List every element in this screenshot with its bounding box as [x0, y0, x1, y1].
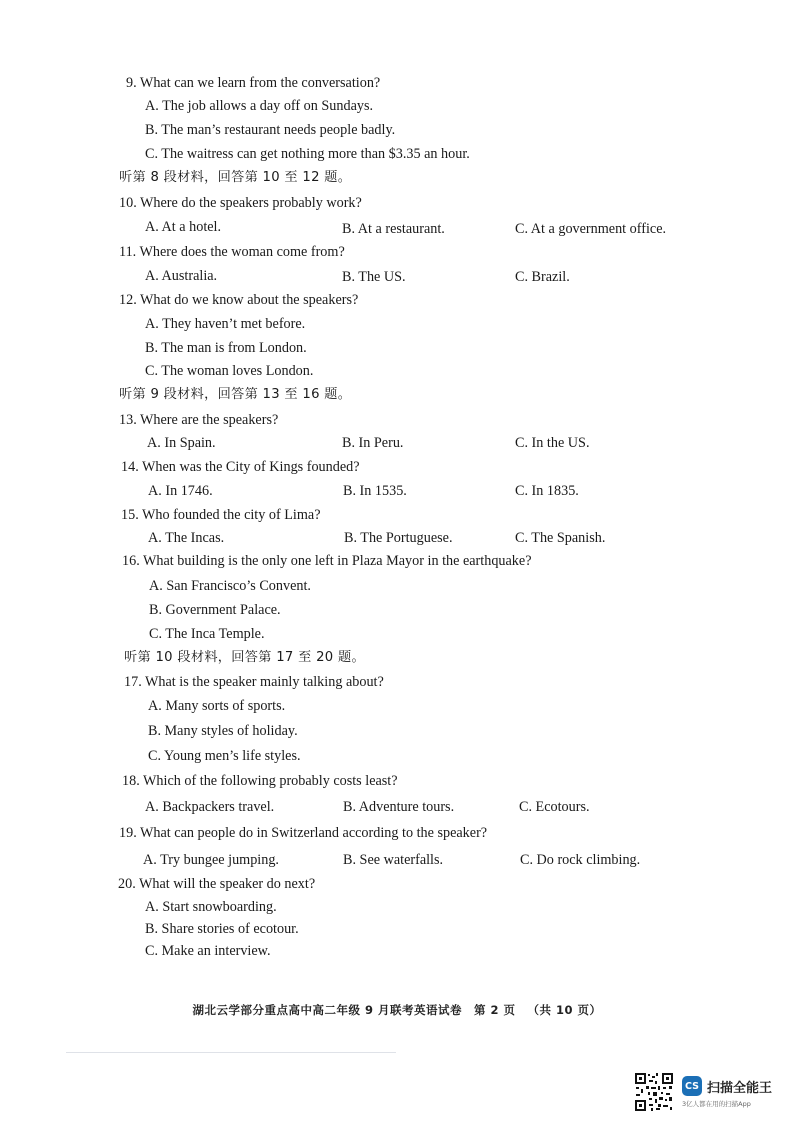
question-15: 15. Who founded the city of Lima? — [121, 507, 321, 523]
option-14a: A. In 1746. — [148, 483, 213, 499]
option-11a: A. Australia. — [145, 268, 218, 284]
question-14: 14. When was the City of Kings founded? — [121, 459, 360, 475]
option-9b: B. The man’s restaurant needs people badly. — [145, 122, 396, 138]
option-15a: A. The Incas. — [148, 530, 225, 546]
footer-page-number: 第 2 页 — [473, 1003, 516, 1017]
section-10-instruction: 听第 10 段材料，回答第 17 至 20 题。 — [124, 650, 365, 665]
option-17c: C. Young men’s life styles. — [148, 748, 301, 764]
option-16a: A. San Francisco’s Convent. — [149, 578, 311, 594]
option-9c: C. The waitress can get nothing more than $3.35 an hour. — [145, 146, 470, 162]
watermark-subtitle: 3亿人都在用的扫描App — [682, 1100, 751, 1108]
section-9-instruction: 听第 9 段材料，回答第 13 至 16 题。 — [119, 387, 352, 402]
option-13c: C. In the US. — [515, 435, 590, 451]
option-16c: C. The Inca Temple. — [149, 626, 265, 642]
question-11: 11. Where does the woman come from? — [119, 244, 345, 260]
option-12c: C. The woman loves London. — [145, 363, 314, 379]
scanner-watermark — [634, 1072, 784, 1112]
option-19b: B. See waterfalls. — [343, 852, 444, 868]
footer-exam-title: 湖北云学部分重点高中高二年级 9 月联考英语试卷 — [192, 1003, 462, 1017]
option-10a: A. At a hotel. — [145, 219, 222, 235]
page-footer — [0, 1002, 794, 1018]
option-14c: C. In 1835. — [515, 483, 579, 499]
option-18c: C. Ecotours. — [519, 799, 590, 815]
footer-total-pages: （共 10 页） — [527, 1003, 602, 1017]
option-19a: A. Try bungee jumping. — [143, 852, 279, 868]
question-19: 19. What can people do in Switzerland according to the speaker? — [119, 825, 488, 841]
question-12: 12. What do we know about the speakers? — [119, 292, 359, 308]
option-10b: B. At a restaurant. — [342, 221, 445, 237]
option-12a: A. They haven’t met before. — [145, 316, 306, 332]
option-14b: B. In 1535. — [343, 483, 407, 499]
option-19c: C. Do rock climbing. — [520, 852, 641, 868]
option-11c: C. Brazil. — [515, 269, 570, 285]
option-11b: B. The US. — [342, 269, 406, 285]
option-12b: B. The man is from London. — [145, 340, 307, 356]
watermark-title: 扫描全能王 — [707, 1081, 773, 1096]
option-20b: B. Share stories of ecotour. — [145, 921, 299, 937]
question-13: 13. Where are the speakers? — [119, 412, 279, 428]
option-15c: C. The Spanish. — [515, 530, 606, 546]
option-13b: B. In Peru. — [342, 435, 404, 451]
question-20: 20. What will the speaker do next? — [118, 876, 316, 892]
option-10c: C. At a government office. — [515, 221, 667, 237]
option-13a: A. In Spain. — [147, 435, 216, 451]
option-20a: A. Start snowboarding. — [145, 899, 277, 915]
question-16: 16. What building is the only one left in Plaza Mayor in the earthquake? — [122, 553, 532, 569]
question-10: 10. Where do the speakers probably work? — [119, 195, 362, 211]
section-8-instruction: 听第 8 段材料，回答第 10 至 12 题。 — [119, 170, 352, 185]
option-18a: A. Backpackers travel. — [145, 799, 275, 815]
divider — [66, 1052, 396, 1053]
option-15b: B. The Portuguese. — [344, 530, 453, 546]
qr-code-icon — [634, 1072, 674, 1112]
question-18: 18. Which of the following probably costs least? — [122, 773, 398, 789]
question-17: 17. What is the speaker mainly talking about? — [124, 674, 384, 690]
option-16b: B. Government Palace. — [149, 602, 281, 618]
question-9: 9. What can we learn from the conversation? — [126, 75, 381, 91]
option-18b: B. Adventure tours. — [343, 799, 455, 815]
option-17b: B. Many styles of holiday. — [148, 723, 298, 739]
camscanner-logo-icon: CS — [682, 1076, 702, 1096]
option-20c: C. Make an interview. — [145, 943, 271, 959]
option-9a: A. The job allows a day off on Sundays. — [145, 98, 374, 114]
option-17a: A. Many sorts of sports. — [148, 698, 286, 714]
